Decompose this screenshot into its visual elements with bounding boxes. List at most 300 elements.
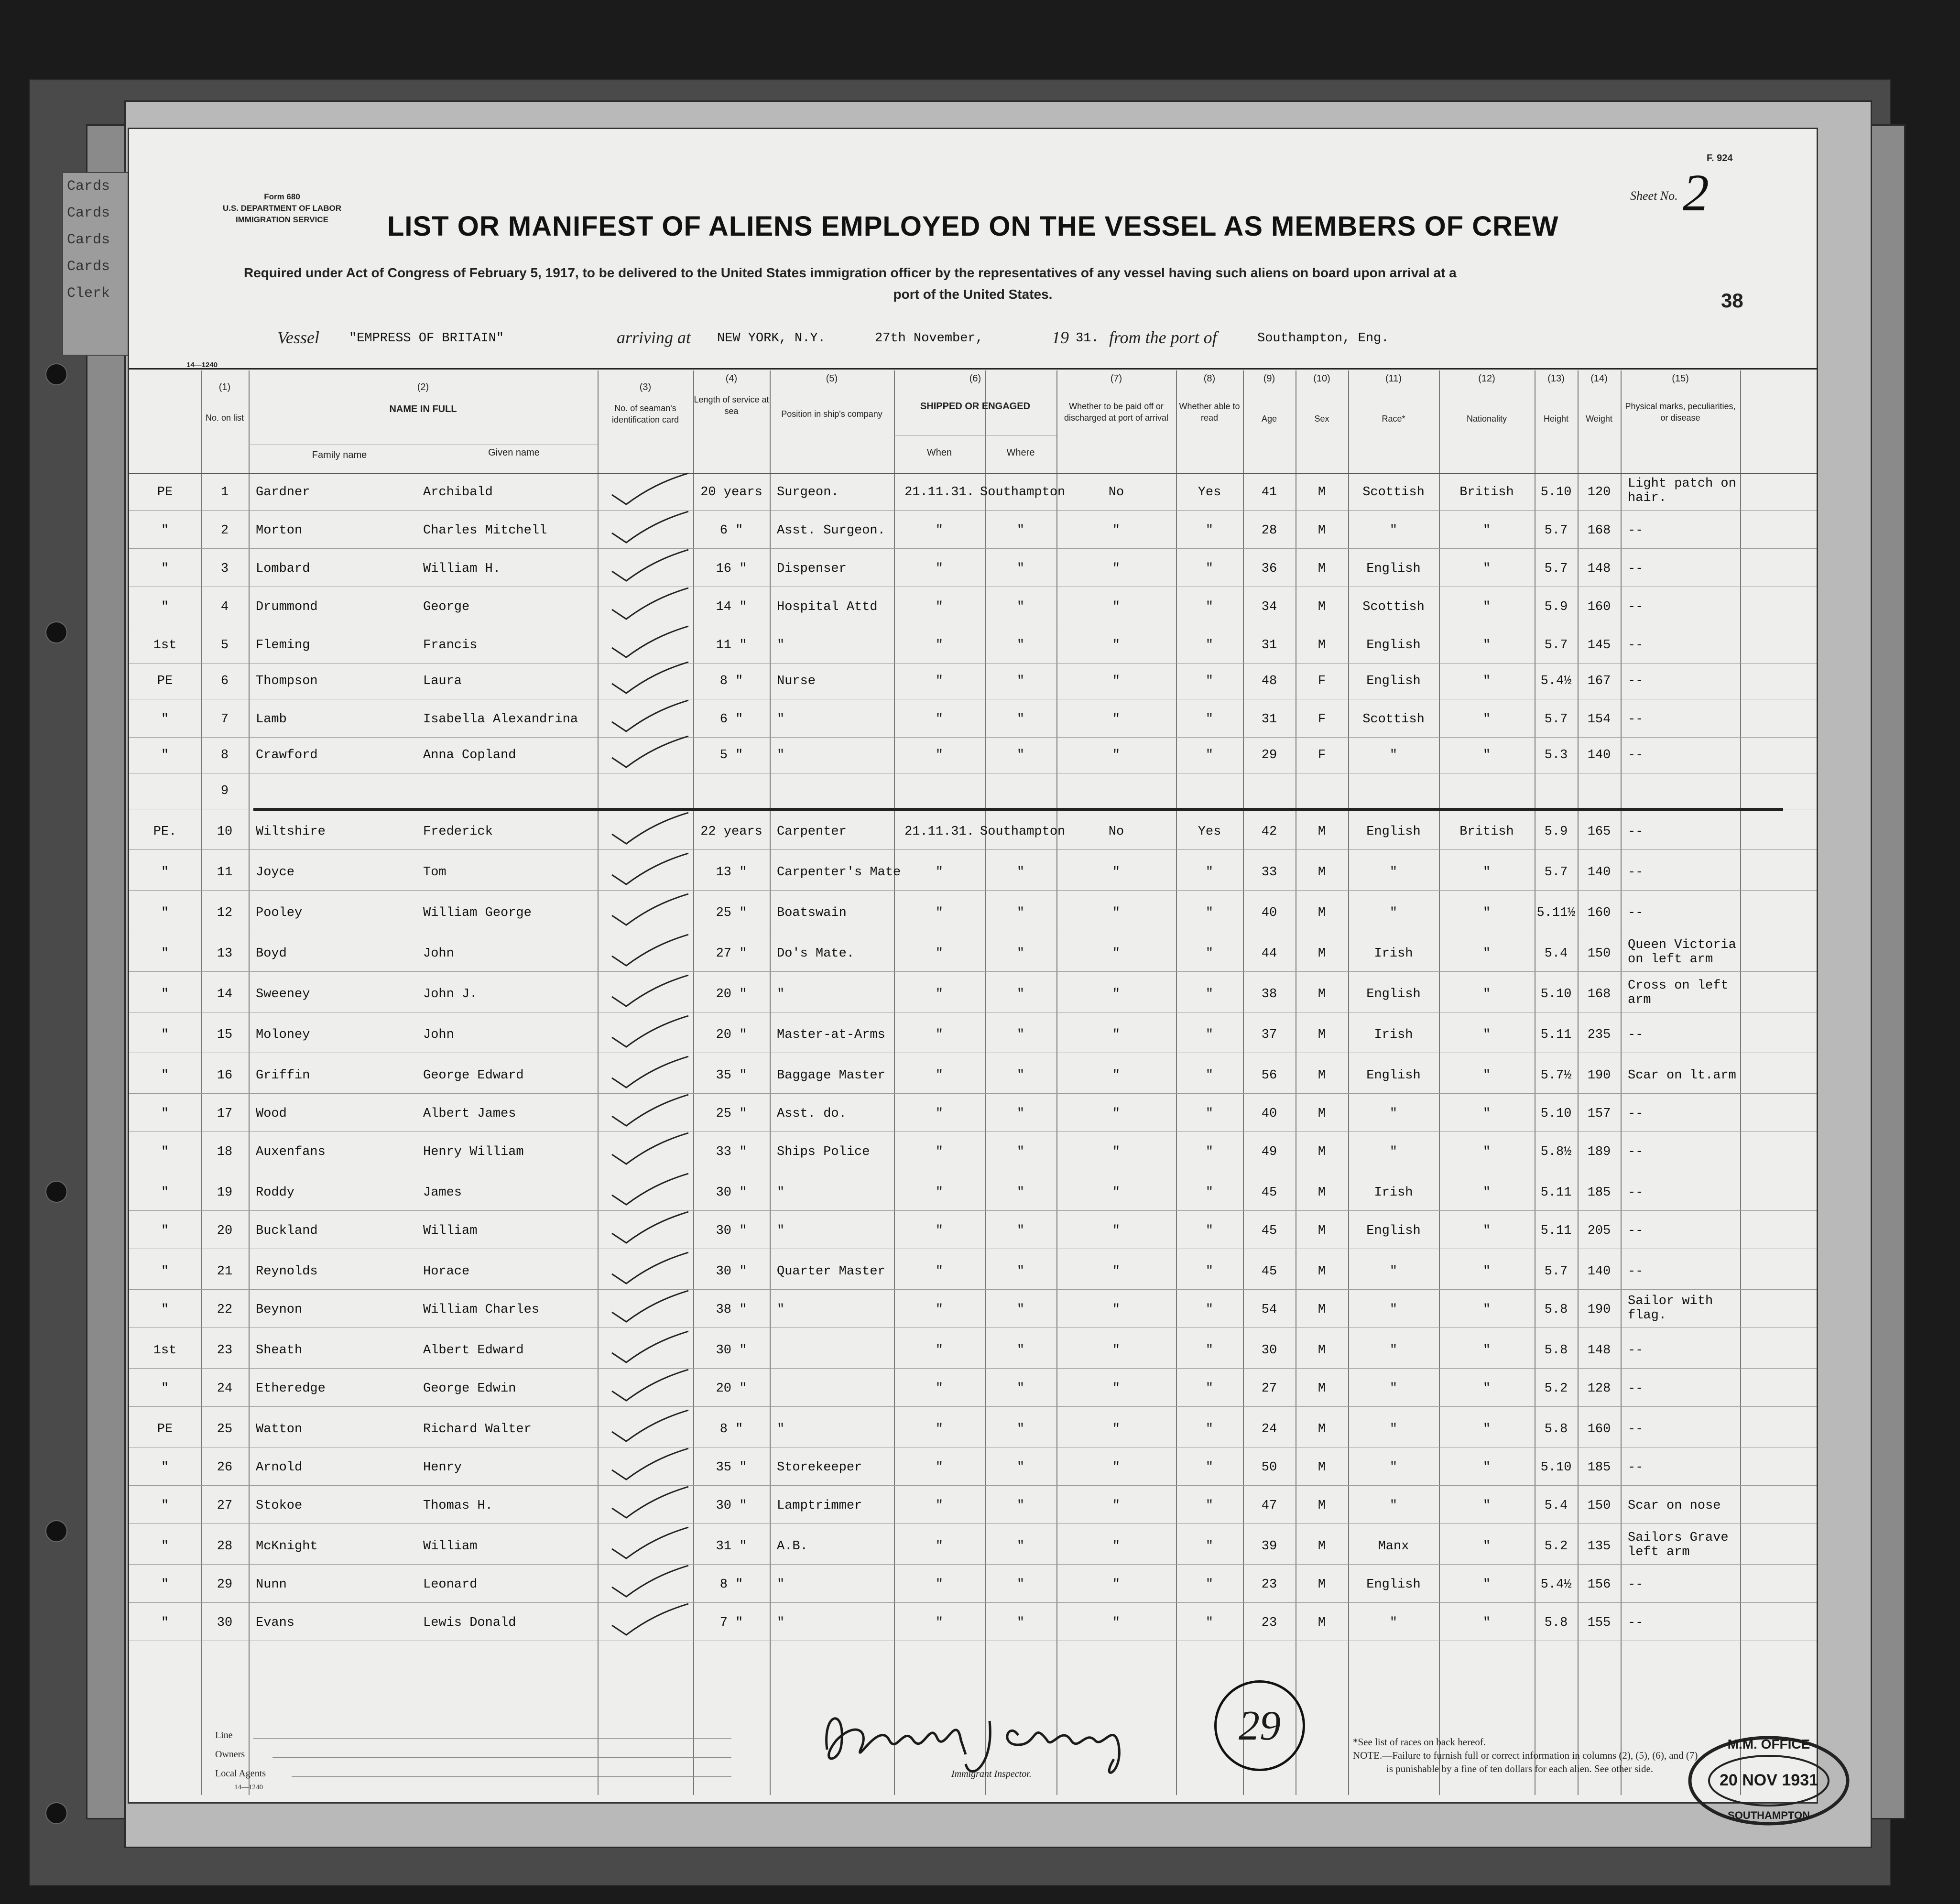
col-number: (1): [218, 382, 231, 392]
cell-where: ": [1016, 906, 1025, 920]
grid-column-line: [1621, 370, 1622, 1795]
row-rule: [129, 890, 1817, 891]
cell-paid: ": [1112, 674, 1121, 688]
cell-where: ": [1016, 1422, 1025, 1436]
cell-where: ": [1016, 638, 1025, 653]
cell-given: Francis: [423, 638, 478, 653]
cell-paid: ": [1112, 1499, 1121, 1513]
cell-position: ": [777, 1186, 785, 1200]
cell-sex: M: [1318, 865, 1326, 880]
cell-nat: ": [1482, 1578, 1491, 1592]
cell-given: William Charles: [423, 1303, 540, 1317]
cell-when: ": [935, 987, 944, 1001]
cell-family: Roddy: [256, 1186, 295, 1200]
checkmark-stroke: [612, 550, 688, 581]
cell-position: ": [777, 987, 785, 1001]
grid-column-line: [598, 370, 599, 1795]
col-number: (6): [969, 373, 981, 384]
col-number: (7): [1110, 373, 1122, 384]
cell-service: 5 ": [719, 748, 743, 762]
cell-paid: ": [1112, 987, 1121, 1001]
cell-where: ": [1016, 523, 1025, 538]
col-label: Whether able to read: [1179, 402, 1240, 423]
cell-height: 5.10: [1540, 485, 1572, 500]
cell-service: 20 ": [716, 987, 747, 1001]
cell-position: Lamptrimmer: [777, 1499, 862, 1513]
checkmark-stroke: [612, 1174, 688, 1205]
cell-marks: --: [1628, 523, 1644, 538]
col-number: (12): [1478, 373, 1495, 384]
cell-no: 21: [217, 1264, 233, 1279]
subtitle-line-2: port of the United States.: [893, 287, 1053, 302]
col-name-header: [249, 381, 598, 415]
cell-given: Albert Edward: [423, 1343, 524, 1358]
cell-when: ": [935, 1578, 944, 1592]
footer-labels: [215, 1726, 266, 1792]
cell-family: Nunn: [256, 1578, 287, 1592]
cell-mark: ": [161, 1145, 169, 1159]
cell-given: James: [423, 1186, 462, 1200]
cell-read: ": [1205, 987, 1214, 1001]
checkmark-icon: [607, 1288, 693, 1327]
side-card-label: Cards: [67, 259, 110, 275]
cell-marks: --: [1628, 1422, 1644, 1436]
cell-race: English: [1366, 674, 1421, 688]
cell-when: ": [935, 1499, 944, 1513]
cell-when: ": [935, 1343, 944, 1358]
checkmark-icon: [607, 660, 693, 698]
cell-position: A.B.: [777, 1539, 808, 1554]
cell-mark: ": [161, 600, 169, 614]
cell-weight: 135: [1587, 1539, 1611, 1554]
cell-age: 49: [1261, 1145, 1277, 1159]
cell-read: ": [1205, 865, 1214, 880]
line-field: [253, 1738, 731, 1739]
cell-marks: --: [1628, 712, 1644, 727]
row-rule: [129, 1602, 1817, 1603]
vessel-label: Vessel: [277, 328, 319, 347]
cell-when: ": [935, 562, 944, 576]
cell-position: Do's Mate.: [777, 947, 855, 961]
side-card-label: Cards: [67, 178, 110, 195]
cell-weight: 165: [1587, 825, 1611, 839]
cell-paid: ": [1112, 1186, 1121, 1200]
side-card-label: Cards: [67, 232, 110, 248]
cell-read: ": [1205, 1068, 1214, 1083]
binder-hole: [45, 621, 67, 643]
cell-read: ": [1205, 1499, 1214, 1513]
cell-age: 47: [1261, 1499, 1277, 1513]
cell-paid: ": [1112, 1303, 1121, 1317]
cell-race: ": [1389, 1616, 1398, 1630]
cell-race: Irish: [1374, 1028, 1413, 1042]
cell-where: ": [1016, 1616, 1025, 1630]
cell-race: English: [1366, 825, 1421, 839]
cell-no: 14: [217, 987, 233, 1001]
cell-family: Drummond: [256, 600, 318, 614]
cell-height: 5.10: [1540, 1107, 1572, 1121]
cell-marks: --: [1628, 1224, 1644, 1238]
cell-weight: 150: [1587, 1499, 1611, 1513]
cell-marks: --: [1628, 1028, 1644, 1042]
where-header: Where: [1006, 447, 1035, 458]
cell-nat: ": [1482, 1068, 1491, 1083]
cell-no: 8: [220, 748, 229, 762]
cell-height: 5.7: [1544, 1264, 1568, 1279]
cell-paid: ": [1112, 1460, 1121, 1475]
cell-age: 31: [1261, 712, 1277, 727]
cell-paid: No: [1108, 485, 1124, 500]
cell-family: Sheath: [256, 1343, 303, 1358]
cell-paid: ": [1112, 906, 1121, 920]
col-label: Height: [1543, 414, 1569, 424]
footnote-fine: is punishable by a fine of ten dollars for each alien. See other side.: [1386, 1763, 1654, 1774]
cell-given: Isabella Alexandrina: [423, 712, 578, 727]
cell-read: ": [1205, 1343, 1214, 1358]
col-marks-header: [1621, 373, 1740, 424]
cell-service: 27 ": [716, 947, 747, 961]
cell-mark: ": [161, 1028, 169, 1042]
cell-sex: F: [1318, 712, 1326, 727]
cell-position: Hospital Attd: [777, 600, 878, 614]
cell-marks: --: [1628, 674, 1644, 688]
cell-read: ": [1205, 1460, 1214, 1475]
cell-age: 45: [1261, 1224, 1277, 1238]
page-title: LIST OR MANIFEST OF ALIENS EMPLOYED ON THE VESSEL AS MEMBERS OF CREW: [387, 211, 1559, 242]
cell-paid: ": [1112, 712, 1121, 727]
cell-when: ": [935, 600, 944, 614]
cell-race: ": [1389, 906, 1398, 920]
service-name: IMMIGRATION SERVICE: [236, 215, 328, 224]
cell-family: Griffin: [256, 1068, 310, 1083]
col-age-header: [1243, 373, 1296, 424]
cell-where: ": [1016, 562, 1025, 576]
cell-where: ": [1016, 1499, 1025, 1513]
cell-mark: ": [161, 1460, 169, 1475]
cell-nat: ": [1482, 712, 1491, 727]
col-label: NAME IN FULL: [389, 404, 457, 414]
cell-family: Boyd: [256, 947, 287, 961]
checkmark-stroke: [612, 1604, 688, 1635]
cell-family: Lamb: [256, 712, 287, 727]
cell-no: 11: [217, 865, 233, 880]
row-rule: [129, 548, 1817, 549]
cell-paid: ": [1112, 1264, 1121, 1279]
cell-race: Irish: [1374, 947, 1413, 961]
cell-service: 8 ": [719, 1422, 743, 1436]
cell-age: 29: [1261, 748, 1277, 762]
cell-position: ": [777, 1616, 785, 1630]
checkmark-stroke: [612, 1370, 688, 1401]
cell-race: ": [1389, 865, 1398, 880]
cell-no: 2: [220, 523, 229, 538]
checkmark-icon: [607, 1601, 693, 1640]
cell-service: 30 ": [716, 1264, 747, 1279]
cell-weight: 157: [1587, 1107, 1611, 1121]
sheet-number: 2: [1683, 163, 1709, 222]
cell-when: ": [935, 523, 944, 538]
subtitle-line-1: Required under Act of Congress of February 5, 1917, to be delivered to the United States immigration officer by the representatives of any vessel having such aliens on board upon arrival at a: [244, 265, 1457, 280]
cell-race: Manx: [1378, 1539, 1409, 1554]
cell-height: 5.3: [1544, 748, 1568, 762]
checkmark-stroke: [612, 1095, 688, 1126]
cell-weight: 160: [1587, 906, 1611, 920]
cell-family: Arnold: [256, 1460, 303, 1475]
col-label: Weight: [1586, 414, 1612, 424]
cell-service: 20 years: [700, 485, 762, 500]
binder-hole: [45, 1181, 67, 1203]
cell-marks: --: [1628, 562, 1644, 576]
cell-no: 12: [217, 906, 233, 920]
row-rule: [129, 1406, 1817, 1407]
cell-when: 21.11.31.: [904, 825, 974, 839]
cell-no: 29: [217, 1578, 233, 1592]
cell-service: 30 ": [716, 1224, 747, 1238]
checkmark-stroke: [612, 1016, 688, 1047]
cell-given: Archibald: [423, 485, 493, 500]
checkmark-icon: [607, 1209, 693, 1248]
cell-read: ": [1205, 1616, 1214, 1630]
checkmark-icon: [607, 1484, 693, 1523]
cell-weight: 128: [1587, 1382, 1611, 1396]
cell-race: Irish: [1374, 1186, 1413, 1200]
cell-no: 7: [220, 712, 229, 727]
cell-service: 8 ": [719, 1578, 743, 1592]
cell-age: 23: [1261, 1578, 1277, 1592]
binder-hole: [45, 363, 67, 385]
manifest-page: [129, 129, 1818, 1821]
cell-no: 13: [217, 947, 233, 961]
checkmark-stroke: [612, 1331, 688, 1362]
cell-age: 45: [1261, 1264, 1277, 1279]
col-service-header: [693, 373, 770, 417]
footnotes: [1353, 1735, 1698, 1775]
cell-service: 25 ": [716, 1107, 747, 1121]
cell-given: William: [423, 1224, 478, 1238]
cell-paid: ": [1112, 600, 1121, 614]
cell-sex: F: [1318, 674, 1326, 688]
cell-given: Horace: [423, 1264, 470, 1279]
checkmark-stroke: [612, 1252, 688, 1284]
cell-height: 5.4: [1544, 1499, 1568, 1513]
cell-marks: --: [1628, 1460, 1644, 1475]
cell-sex: M: [1318, 1460, 1326, 1475]
cell-weight: 190: [1587, 1303, 1611, 1317]
cell-paid: ": [1112, 523, 1121, 538]
cell-mark: ": [161, 1578, 169, 1592]
cell-read: ": [1205, 1303, 1214, 1317]
cell-position: ": [777, 1224, 785, 1238]
department-name: U.S. DEPARTMENT OF LABOR: [222, 204, 342, 213]
col-number: (11): [1385, 373, 1402, 384]
checkmark-icon: [607, 1131, 693, 1169]
from-port: Southampton, Eng.: [1257, 331, 1389, 346]
cell-age: 45: [1261, 1186, 1277, 1200]
cell-no: 19: [217, 1186, 233, 1200]
cell-family: Morton: [256, 523, 303, 538]
col-number: (15): [1672, 373, 1689, 384]
cell-read: ": [1205, 712, 1214, 727]
cell-marks: --: [1628, 638, 1644, 653]
cell-height: 5.8: [1544, 1616, 1568, 1630]
cell-sex: M: [1318, 1028, 1326, 1042]
cell-where: ": [1016, 947, 1025, 961]
cell-when: ": [935, 674, 944, 688]
cell-race: English: [1366, 1224, 1421, 1238]
cell-weight: 140: [1587, 748, 1611, 762]
cell-sex: M: [1318, 1303, 1326, 1317]
cell-race: English: [1366, 987, 1421, 1001]
cell-mark: ": [161, 906, 169, 920]
form-number: Form 680: [264, 192, 300, 201]
cell-when: ": [935, 1145, 944, 1159]
cell-sex: F: [1318, 748, 1326, 762]
checkmark-icon: [607, 509, 693, 547]
cell-nat: ": [1482, 562, 1491, 576]
col-label: No. of seaman's identification card: [611, 403, 679, 424]
cell-weight: 120: [1587, 485, 1611, 500]
cell-position: Storekeeper: [777, 1460, 862, 1475]
cell-marks: --: [1628, 1264, 1644, 1279]
cell-when: ": [935, 1186, 944, 1200]
cell-race: English: [1366, 1578, 1421, 1592]
cell-no: 6: [220, 674, 229, 688]
cell-mark: 1st: [153, 1343, 177, 1358]
checkmark-stroke: [612, 1566, 688, 1597]
cell-weight: 185: [1587, 1186, 1611, 1200]
cell-when: ": [935, 906, 944, 920]
cell-marks: Scar on lt.arm: [1628, 1068, 1736, 1083]
cell-where: ": [1016, 748, 1025, 762]
checkmark-icon: [607, 892, 693, 930]
cell-family: Reynolds: [256, 1264, 318, 1279]
cell-race: ": [1389, 1303, 1398, 1317]
cell-service: 30 ": [716, 1499, 747, 1513]
cell-read: ": [1205, 947, 1214, 961]
cell-no: 10: [217, 825, 233, 839]
cell-no: 9: [220, 784, 229, 798]
row-rule: [129, 1564, 1817, 1565]
cell-service: 25 ": [716, 906, 747, 920]
cell-weight: 189: [1587, 1145, 1611, 1159]
cell-service: 7 ": [719, 1616, 743, 1630]
cell-no: 17: [217, 1107, 233, 1121]
cell-when: ": [935, 1539, 944, 1554]
cell-weight: 190: [1587, 1068, 1611, 1083]
cell-where: ": [1016, 1068, 1025, 1083]
side-card-label: Cards: [67, 205, 110, 221]
cell-marks: --: [1628, 1186, 1644, 1200]
cell-service: 8 ": [719, 674, 743, 688]
cell-family: Wood: [256, 1107, 287, 1121]
cell-read: Yes: [1198, 485, 1221, 500]
cell-mark: ": [161, 1107, 169, 1121]
print-code: 14—1240: [234, 1784, 263, 1791]
cell-read: Yes: [1198, 825, 1221, 839]
cell-when: ": [935, 865, 944, 880]
col-race-header: [1348, 373, 1439, 424]
cell-position: Surgeon.: [777, 485, 839, 500]
cell-weight: 156: [1587, 1578, 1611, 1592]
cell-nat: ": [1482, 1303, 1491, 1317]
cell-height: 5.10: [1540, 987, 1572, 1001]
cell-age: 24: [1261, 1422, 1277, 1436]
cell-race: English: [1366, 1068, 1421, 1083]
cell-mark: ": [161, 523, 169, 538]
cell-height: 5.8: [1544, 1422, 1568, 1436]
cell-sex: M: [1318, 1578, 1326, 1592]
cell-read: ": [1205, 906, 1214, 920]
cell-service: 31 ": [716, 1539, 747, 1554]
checkmark-stroke: [612, 736, 688, 767]
checkmark-icon: [607, 1408, 693, 1446]
cell-read: ": [1205, 1422, 1214, 1436]
row-rule: [129, 663, 1817, 664]
cell-weight: 148: [1587, 562, 1611, 576]
cell-sex: M: [1318, 523, 1326, 538]
col-label: Race*: [1382, 414, 1405, 424]
checkmark-stroke: [612, 1056, 688, 1088]
cell-weight: 167: [1587, 674, 1611, 688]
row-rule: [129, 1523, 1817, 1524]
col-number: (5): [826, 373, 838, 384]
cell-position: Dispenser: [777, 562, 847, 576]
cell-weight: 148: [1587, 1343, 1611, 1358]
cell-given: George Edward: [423, 1068, 524, 1083]
cell-given: John: [423, 1028, 454, 1042]
cell-family: Buckland: [256, 1224, 318, 1238]
cell-height: 5.4½: [1540, 674, 1572, 688]
cell-age: 56: [1261, 1068, 1277, 1083]
cell-nat: ": [1482, 1499, 1491, 1513]
cell-nat: ": [1482, 638, 1491, 653]
cell-where: ": [1016, 1382, 1025, 1396]
cell-sex: M: [1318, 1068, 1326, 1083]
cell-mark: ": [161, 1224, 169, 1238]
cell-where: ": [1016, 987, 1025, 1001]
cell-paid: ": [1112, 638, 1121, 653]
page-number: 38: [1721, 289, 1743, 312]
checkmark-icon: [607, 1250, 693, 1288]
checkmark-stroke: [612, 1448, 688, 1480]
cell-sex: M: [1318, 1616, 1326, 1630]
cell-where: ": [1016, 1145, 1025, 1159]
cell-nat: ": [1482, 1382, 1491, 1396]
cell-weight: 150: [1587, 947, 1611, 961]
cell-paid: ": [1112, 1539, 1121, 1554]
inspector-label: Immigrant Inspector.: [951, 1769, 1032, 1779]
footnote-races: *See list of races on back hereof.: [1353, 1736, 1486, 1748]
agents-field: [292, 1776, 731, 1777]
col-sex-header: [1296, 373, 1348, 424]
checkmark-stroke: [612, 1487, 688, 1518]
col-label: Length of service at sea: [694, 395, 769, 416]
cell-marks: --: [1628, 906, 1644, 920]
cell-mark: ": [161, 562, 169, 576]
checkmark-icon: [607, 1329, 693, 1367]
checkmark-icon: [607, 1446, 693, 1484]
cell-position: Carpenter's Mate: [777, 865, 901, 880]
cell-position: Boatswain: [777, 906, 847, 920]
col-idcard-header: [598, 381, 693, 425]
cell-sex: M: [1318, 638, 1326, 653]
cell-marks: --: [1628, 1616, 1644, 1630]
col-label: Whether to be paid off or discharged at port of arrival: [1064, 402, 1169, 423]
cell-where: ": [1016, 1264, 1025, 1279]
cell-marks: --: [1628, 1145, 1644, 1159]
checkmark-stroke: [612, 662, 688, 693]
cell-sex: M: [1318, 485, 1326, 500]
